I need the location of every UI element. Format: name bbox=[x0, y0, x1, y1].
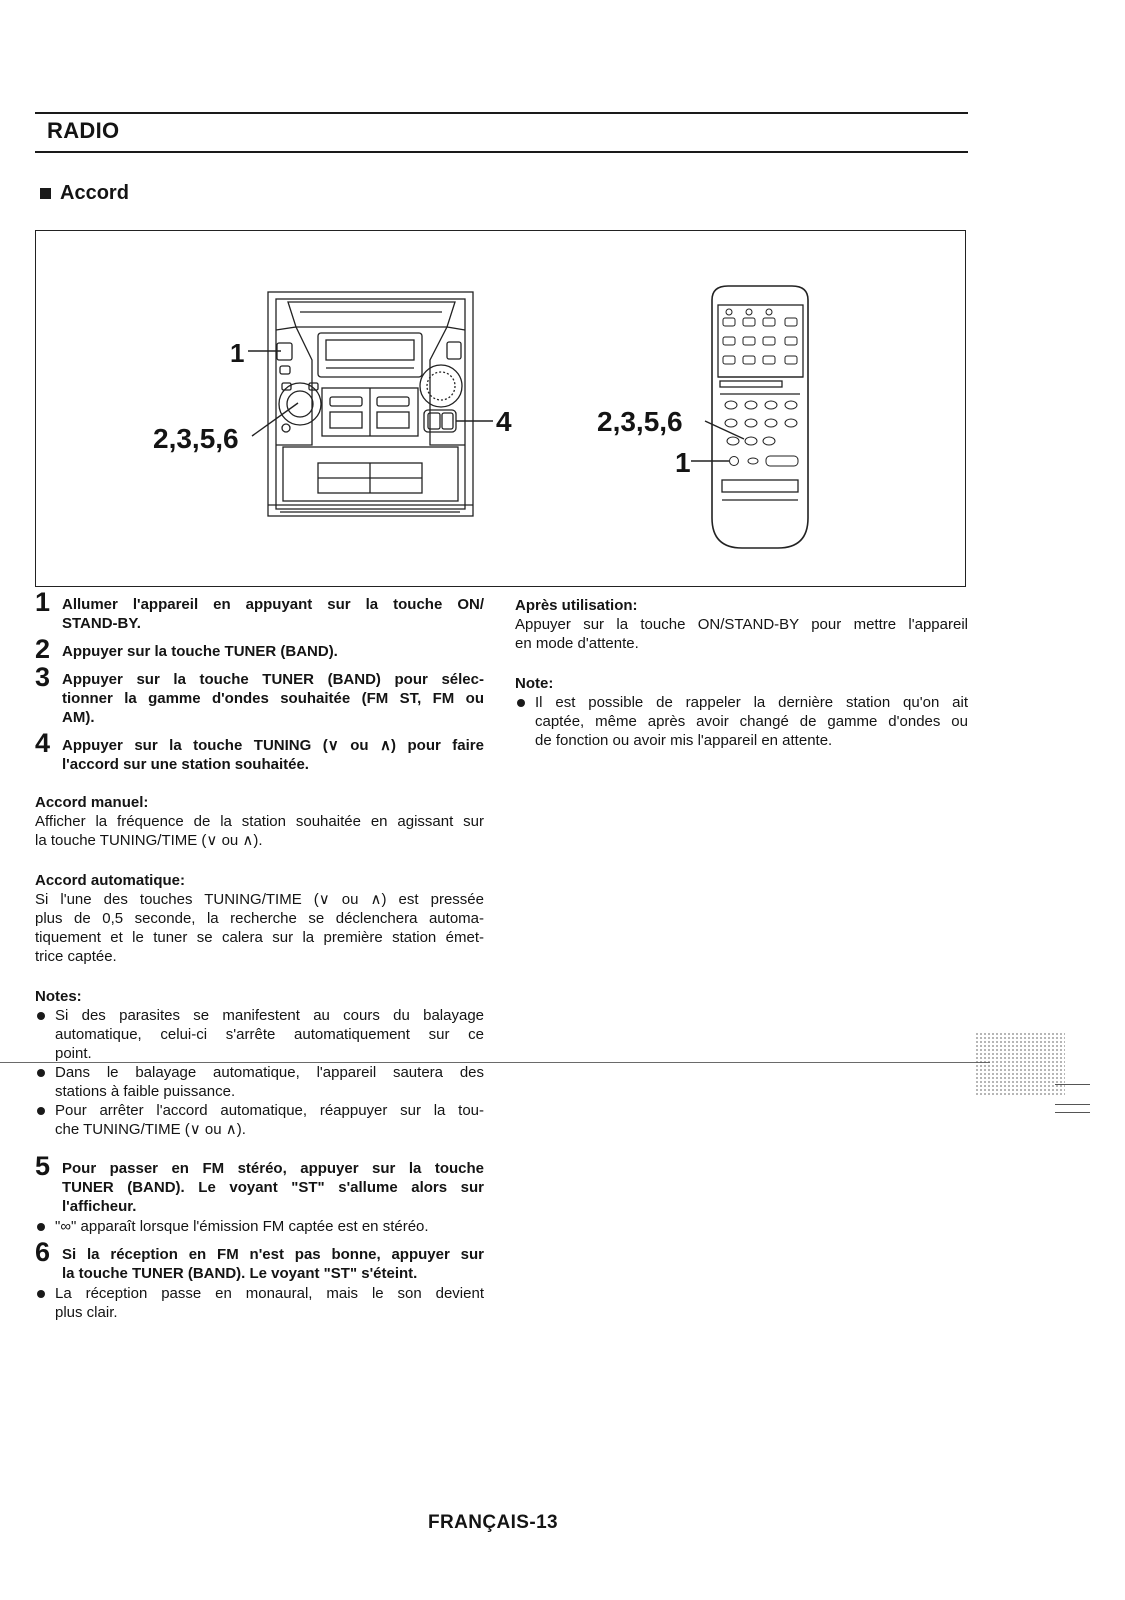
auto-tuning-section bbox=[35, 871, 484, 966]
step-text-line: Allumer l'appareil en appuyant sur la touche ON/ bbox=[62, 596, 484, 613]
step-4 bbox=[35, 728, 484, 774]
subsection-title: Accord bbox=[60, 182, 129, 204]
step-5-note bbox=[35, 1217, 484, 1236]
paragraph-line: plus de 0,5 seconde, la recherche se déclenchera automa- bbox=[35, 910, 484, 927]
step-text-line: Appuyer sur la touche TUNER (BAND). bbox=[62, 643, 338, 660]
list-item-line: che TUNING/TIME (∨ ou ∧). bbox=[55, 1121, 246, 1138]
step-6-note bbox=[35, 1284, 484, 1322]
step-text-line: la touche TUNER (BAND). Le voyant "ST" s'éteint. bbox=[62, 1265, 418, 1282]
list-item-line: stations à faible puissance. bbox=[55, 1083, 236, 1100]
list-item-line: plus clair. bbox=[55, 1304, 118, 1321]
remote-tuner-button-drawing bbox=[727, 437, 739, 445]
note-section bbox=[515, 674, 968, 750]
step-3 bbox=[35, 662, 484, 727]
paragraph-line: tiquement et le tuner se calera sur la première station émet- bbox=[35, 929, 484, 946]
paragraph-line: la touche TUNING/TIME (∨ ou ∧). bbox=[35, 832, 263, 849]
bullet-icon bbox=[37, 1290, 45, 1298]
paragraph-line: trice captée. bbox=[35, 948, 117, 965]
step-text-line: TUNER (BAND). Le voyant "ST" s'allume alors sur bbox=[62, 1179, 484, 1196]
remote-label-tuner: 2,3,5,6 bbox=[597, 406, 683, 437]
section-title: RADIO bbox=[47, 118, 120, 143]
step-text-line: tionner la gamme d'ondes souhaitée (FM ST, FM ou bbox=[62, 690, 484, 707]
paragraph-line: Appuyer sur la touche ON/STAND-BY pour mettre l'appareil bbox=[515, 616, 968, 633]
square-bullet-icon bbox=[40, 188, 51, 199]
auto-tuning-heading: Accord automatique: bbox=[35, 872, 186, 889]
list-item bbox=[515, 693, 968, 750]
manual-tuning-heading: Accord manuel: bbox=[35, 794, 149, 811]
header-bottom-rule bbox=[35, 151, 968, 153]
list-item-line: point. bbox=[55, 1045, 92, 1062]
step-text-line: Si la réception en FM n'est pas bonne, appuyer sur bbox=[62, 1246, 484, 1263]
scan-artifact-halftone bbox=[975, 1032, 1065, 1096]
bullet-icon bbox=[37, 1012, 45, 1020]
list-item-line: "∞" apparaît lorsque l'émission FM captée est en stéréo. bbox=[55, 1218, 429, 1235]
remote-label-power: 1 bbox=[675, 447, 691, 478]
step-2 bbox=[35, 634, 484, 664]
step-number: 4 bbox=[35, 728, 51, 758]
step-text-line: Appuyer sur la touche TUNING (∨ ou ∧) pour faire bbox=[62, 737, 484, 754]
scan-artifact-line bbox=[0, 1062, 990, 1063]
scan-artifact-dash bbox=[1055, 1084, 1090, 1085]
step-text-line: l'afficheur. bbox=[62, 1198, 137, 1215]
list-item-line: captée, même après avoir changé de gamme d'ondes ou bbox=[535, 713, 968, 730]
step-text-line: Pour passer en FM stéréo, appuyer sur la touche bbox=[62, 1160, 484, 1177]
list-item-line: Si des parasites se manifestent au cours du balayage bbox=[55, 1007, 484, 1024]
stereo-label-tuning: 4 bbox=[496, 406, 512, 437]
bullet-icon bbox=[517, 699, 525, 707]
step-number: 2 bbox=[35, 634, 51, 664]
list-item-line: La réception passe en monaural, mais le son devient bbox=[55, 1285, 484, 1302]
paragraph-line: Si l'une des touches TUNING/TIME (∨ ou ∧) est pressée bbox=[35, 891, 484, 908]
list-item-line: de fonction ou avoir mis l'appareil en attente. bbox=[535, 732, 833, 749]
paragraph-line: en mode d'attente. bbox=[515, 635, 639, 652]
list-item bbox=[35, 1006, 484, 1063]
list-item bbox=[35, 1217, 484, 1236]
list-item-line: automatique, celui-ci s'arrête automatiquement sur ce bbox=[55, 1026, 484, 1043]
stereo-unit-drawing bbox=[268, 292, 473, 516]
list-item-line: Il est possible de rappeler la dernière station qu'on ait bbox=[535, 694, 968, 711]
bullet-icon bbox=[37, 1107, 45, 1115]
bullet-icon bbox=[37, 1069, 45, 1077]
jog-knob-drawing bbox=[420, 365, 462, 407]
step-1 bbox=[35, 587, 484, 633]
notes-section bbox=[35, 987, 484, 1139]
step-text-line: AM). bbox=[62, 709, 95, 726]
list-item bbox=[35, 1063, 484, 1101]
step-text-line: Appuyer sur la touche TUNER (BAND) pour sélec- bbox=[62, 671, 484, 688]
step-text-line: STAND-BY. bbox=[62, 615, 141, 632]
step-number: 6 bbox=[35, 1237, 51, 1267]
step-number: 5 bbox=[35, 1151, 51, 1181]
step-5 bbox=[35, 1151, 484, 1216]
stereo-label-power: 1 bbox=[230, 338, 245, 368]
note-heading: Note: bbox=[515, 675, 554, 692]
list-item-line: Pour arrêter l'accord automatique, réappuyer sur la tou- bbox=[55, 1102, 484, 1119]
list-item bbox=[35, 1101, 484, 1139]
manual-tuning-section bbox=[35, 793, 484, 850]
scan-artifact-dash bbox=[1055, 1112, 1090, 1113]
header-top-rule bbox=[35, 112, 968, 114]
stereo-label-tuner: 2,3,5,6 bbox=[153, 423, 239, 454]
bullet-icon bbox=[37, 1223, 45, 1231]
list-item-line: Dans le balayage automatique, l'appareil sautera des bbox=[55, 1064, 484, 1081]
list-item bbox=[35, 1284, 484, 1322]
scan-artifact-dash bbox=[1055, 1104, 1090, 1105]
paragraph-line: Afficher la fréquence de la station souhaitée en agissant sur bbox=[35, 813, 484, 830]
after-use-heading: Après utilisation: bbox=[515, 597, 638, 614]
figure-illustration bbox=[35, 230, 965, 587]
page-footer: FRANÇAIS-13 bbox=[428, 1512, 559, 1533]
volume-knob-drawing bbox=[279, 383, 321, 425]
step-number: 1 bbox=[35, 587, 51, 617]
step-6 bbox=[35, 1237, 484, 1283]
remote-callout-lines bbox=[691, 421, 744, 461]
step-number: 3 bbox=[35, 662, 51, 692]
notes-heading: Notes: bbox=[35, 988, 82, 1005]
remote-power-button-drawing bbox=[730, 457, 739, 466]
remote-control-drawing bbox=[712, 286, 808, 548]
step-text-line: l'accord sur une station souhaitée. bbox=[62, 756, 309, 773]
after-use-section bbox=[515, 596, 968, 653]
